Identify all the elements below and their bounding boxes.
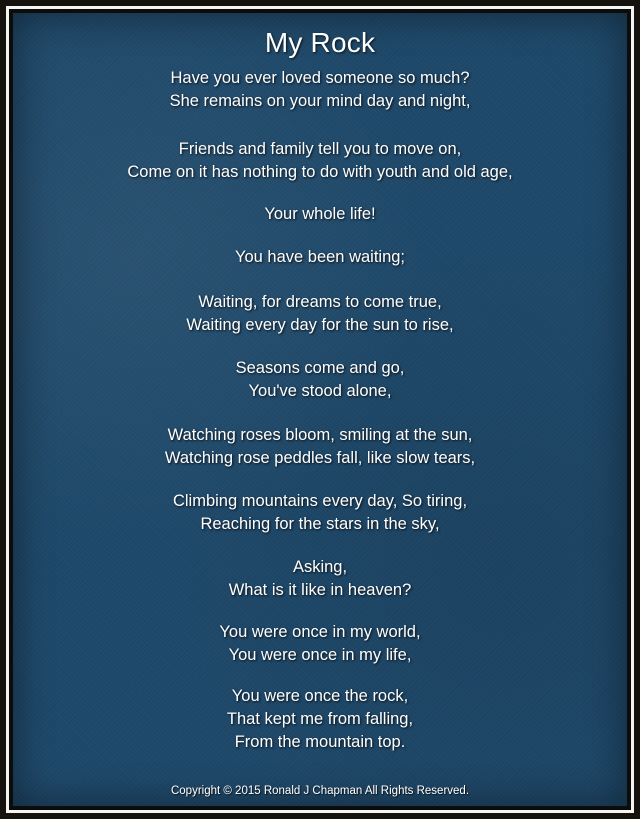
stanza-4 [13, 246, 627, 269]
poem-line: Your whole life! [264, 205, 376, 223]
poem-line: She remains on your mind day and night, [169, 92, 471, 110]
poem-line: Climbing mountains every day, So tiring, [172, 492, 468, 510]
poem-line: You have been waiting; [234, 248, 406, 266]
stanza-5 [13, 291, 627, 337]
stanza-1 [13, 67, 627, 113]
stanza-8 [13, 490, 627, 536]
poem-title: My Rock [264, 27, 376, 58]
stanza-6 [13, 357, 627, 403]
poem-line: Watching rose peddles fall, like slow tears, [164, 449, 476, 467]
poem-poster [13, 13, 627, 806]
poem-line: What is it like in heaven? [228, 581, 412, 599]
poem-line: Reaching for the stars in the sky, [200, 515, 440, 533]
poem-line: You were once the rock, [231, 687, 409, 705]
stanza-11 [13, 685, 627, 754]
poem-line: Come on it has nothing to do with youth and old age, [127, 163, 513, 181]
poem-line: Watching roses bloom, smiling at the sun, [167, 426, 473, 444]
poem-line: You were once in my world, [219, 623, 421, 641]
copyright-notice: Copyright © 2015 Ronald J Chapman All Rights Reserved. [170, 785, 470, 797]
stanza-3 [13, 203, 627, 226]
stanza-7 [13, 424, 627, 470]
poem-line: Have you ever loved someone so much? [170, 69, 470, 87]
poem-line: You were once in my life, [228, 646, 412, 664]
poem-line: Asking, [292, 558, 348, 576]
stanza-10 [13, 621, 627, 667]
poem-line: Waiting, for dreams to come true, [198, 293, 442, 311]
poem-line: You've stood alone, [248, 382, 392, 400]
poem-line: Seasons come and go, [235, 359, 405, 377]
poem-line: Friends and family tell you to move on, [178, 140, 462, 158]
poem-line: Waiting every day for the sun to rise, [186, 316, 454, 334]
poem-line: That kept me from falling, [226, 710, 414, 728]
stanza-9 [13, 556, 627, 602]
stanza-2 [13, 138, 627, 184]
poem-line: From the mountain top. [234, 733, 406, 751]
